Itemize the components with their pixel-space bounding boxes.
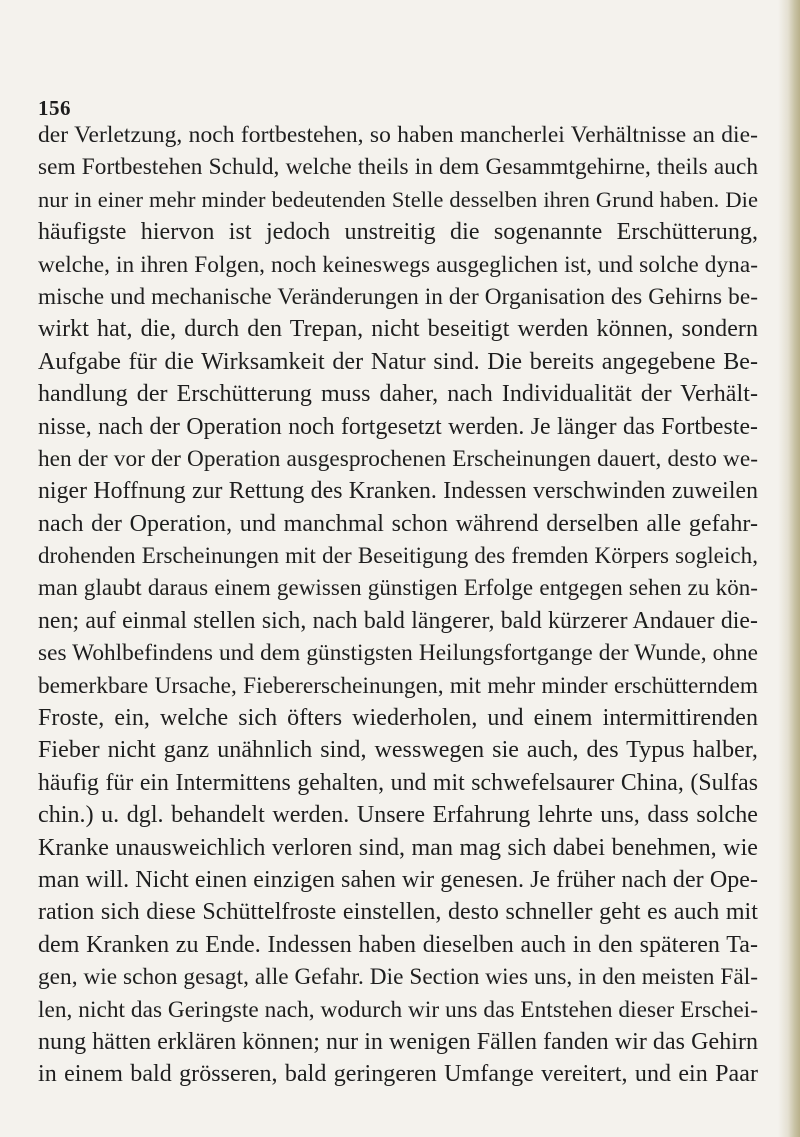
text-line: mische und mechanische Veränderungen in der Organisation des Gehirns be- xyxy=(38,283,758,310)
text-line: niger Hoffnung zur Rettung des Kranken. Indessen verschwinden zuweilen xyxy=(38,478,758,505)
text-line: man glaubt daraus einem gewissen günstigen Erfolge entgegen sehen zu kön- xyxy=(38,575,758,601)
text-line: chin.) u. dgl. behandelt werden. Unsere Erfahrung lehrte uns, dass solche xyxy=(38,802,758,829)
text-line: Froste, ein, welche sich öfters wiederholen, und einem intermittirenden xyxy=(38,705,758,732)
page-number: 156 xyxy=(38,96,71,120)
text-line: häufigste hiervon ist jedoch unstreitig die sogenannte Erschütterung, xyxy=(38,219,758,246)
text-line: nach der Operation, und manchmal schon während derselben alle gefahr- xyxy=(38,510,758,537)
text-line: nisse, nach der Operation noch fortgesetzt werden. Je länger das Fortbeste- xyxy=(38,413,758,440)
page-edge-shadow xyxy=(778,0,800,1137)
text-line: nen; auf einmal stellen sich, nach bald längerer, bald kürzerer Andauer die- xyxy=(38,607,758,634)
text-line: handlung der Erschütterung muss daher, nach Individualität der Verhält- xyxy=(38,381,758,408)
text-line: dem Kranken zu Ende. Indessen haben dieselben auch in den späteren Ta- xyxy=(38,931,758,958)
body-text xyxy=(38,119,758,1091)
text-line: bemerkbare Ursache, Fiebererscheinungen, mit mehr minder erschütterndem xyxy=(38,672,758,699)
text-line: Fieber nicht ganz unähnlich sind, wesswegen sie auch, des Typus halber, xyxy=(38,737,758,764)
text-line: ration sich diese Schüttelfroste einstellen, desto schneller geht es auch mit xyxy=(38,899,758,926)
text-line: welche, in ihren Folgen, noch keineswegs ausgeglichen ist, und solche dyna- xyxy=(38,251,758,278)
text-line: nur in einer mehr minder bedeutenden Stelle desselben ihren Grund haben. Die xyxy=(38,186,758,212)
text-line: in einem bald grösseren, bald geringeren Umfange vereitert, und ein Paar xyxy=(38,1061,758,1088)
text-line: häufig für ein Intermittens gehalten, und mit schwefelsaurer China, (Sulfas xyxy=(38,769,758,796)
text-line: len, nicht das Geringste nach, wodurch wir uns das Entstehen dieser Erschei- xyxy=(38,996,758,1023)
text-line: man will. Nicht einen einzigen sahen wir genesen. Je früher nach der Ope- xyxy=(38,866,758,893)
text-line: ses Wohlbefindens und dem günstigsten Heilungsfortgange der Wunde, ohne xyxy=(38,640,758,667)
text-line: Aufgabe für die Wirksamkeit der Natur sind. Die bereits angegebene Be- xyxy=(38,348,758,375)
text-line: wirkt hat, die, durch den Trepan, nicht beseitigt werden können, sondern xyxy=(38,316,758,343)
text-line: gen, wie schon gesagt, alle Gefahr. Die Section wies uns, in den meisten Fäl- xyxy=(38,964,758,991)
text-line: der Verletzung, noch fortbestehen, so haben mancherlei Verhältnisse an die- xyxy=(38,122,758,148)
text-line: hen der vor der Operation ausgesprochenen Erscheinungen dauert, desto we- xyxy=(38,445,758,472)
text-line: sem Fortbestehen Schuld, welche theils in dem Gesammtgehirne, theils auch xyxy=(38,154,758,181)
text-line: drohenden Erscheinungen mit der Beseitigung des fremden Körpers sogleich, xyxy=(38,543,758,569)
text-line: Kranke unausweichlich verloren sind, man mag sich dabei benehmen, wie xyxy=(38,834,758,861)
text-line: nung hätten erklären können; nur in wenigen Fällen fanden wir das Gehirn xyxy=(38,1028,759,1055)
